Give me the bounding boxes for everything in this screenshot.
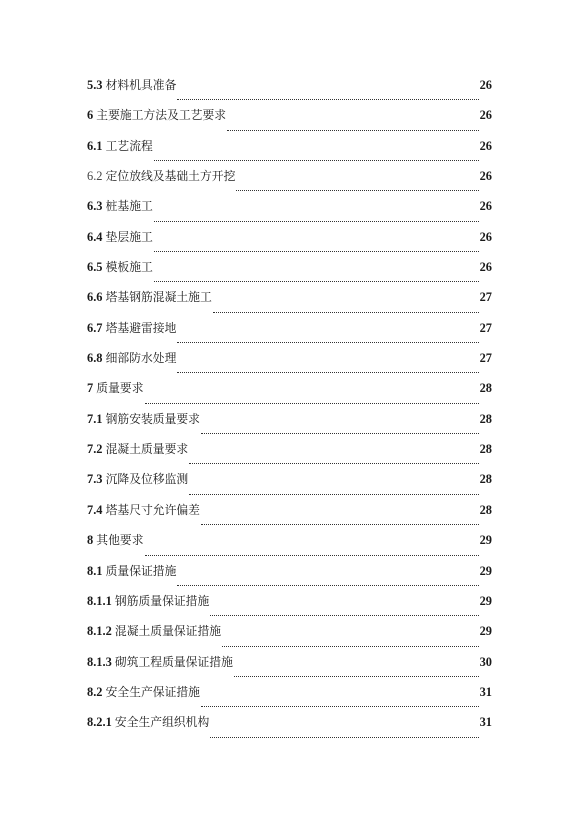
toc-entry-number: 6.5 [87, 260, 106, 275]
toc-dot-leader [177, 341, 478, 343]
toc-entry-title: 主要施工方法及工艺要求 [96, 108, 227, 123]
toc-entry-title: 质量保证措施 [105, 563, 177, 578]
toc-entry-page-number: 29 [479, 624, 492, 639]
toc-entry[interactable] [87, 561, 492, 591]
toc-entry[interactable] [87, 136, 492, 166]
toc-entry[interactable] [87, 682, 492, 712]
toc-entry-number: 6.1 [87, 138, 106, 153]
toc-entry-title: 混凝土质量保证措施 [114, 624, 222, 639]
toc-entry-number: 8 [87, 533, 97, 548]
toc-entry[interactable] [87, 166, 492, 196]
toc-dot-leader [177, 98, 478, 100]
toc-dot-leader [201, 523, 479, 525]
toc-entry-number: 6.8 [87, 351, 106, 366]
toc-entry-title: 其他要求 [96, 533, 144, 548]
toc-dot-leader [177, 584, 478, 586]
toc-entry-number: 5.3 [87, 78, 106, 92]
toc-dot-leader [145, 402, 479, 404]
toc-dot-leader [210, 614, 478, 616]
toc-entry-title: 塔基避雷接地 [105, 320, 177, 335]
toc-entry-page-number: 28 [479, 411, 492, 426]
toc-entry-number: 8.1.1 [87, 593, 115, 608]
toc-entry[interactable] [87, 105, 492, 135]
toc-entry-page-number: 27 [479, 320, 492, 335]
toc-dot-leader [154, 280, 479, 282]
toc-entry-page-number: 27 [479, 351, 492, 366]
toc-entry[interactable] [87, 378, 492, 408]
toc-entry-page-number: 30 [479, 654, 492, 669]
toc-entry-number: 8.1.2 [87, 624, 115, 639]
toc-dot-leader [154, 250, 479, 252]
toc-entry-number: 8.2 [87, 684, 106, 699]
toc-entry-title: 细部防水处理 [105, 351, 177, 366]
toc-entry-page-number: 26 [479, 169, 492, 184]
toc-entry-page-number: 28 [479, 442, 492, 457]
toc-entry-number: 6.2 [87, 169, 106, 184]
toc-entry-title: 塔基钢筋混凝土施工 [105, 290, 212, 305]
toc-dot-leader [189, 493, 478, 495]
toc-entry-title: 垫层施工 [105, 229, 153, 244]
toc-entry-title: 混凝土质量要求 [105, 442, 189, 457]
toc-entry-page-number: 26 [479, 138, 492, 153]
toc-entry-number: 8.2.1 [87, 715, 115, 730]
toc-entry-page-number: 29 [479, 593, 492, 608]
toc-entry-title: 钢筋质量保证措施 [114, 593, 210, 608]
toc-entry-number: 7.2 [87, 442, 106, 457]
toc-entry[interactable] [87, 621, 492, 651]
toc-dot-leader [154, 220, 479, 222]
toc-entry[interactable] [87, 500, 492, 530]
toc-entry[interactable] [87, 318, 492, 348]
toc-entry-page-number: 28 [479, 472, 492, 487]
toc-entry-page-number: 29 [479, 533, 492, 548]
toc-entry[interactable] [87, 530, 492, 560]
toc-entry[interactable] [87, 712, 492, 742]
toc-dot-leader [222, 645, 479, 647]
toc-entry-title: 安全生产保证措施 [105, 684, 200, 699]
toc-dot-leader [234, 675, 479, 677]
toc-entry[interactable] [87, 469, 492, 499]
toc-entry[interactable] [87, 287, 492, 317]
toc-entry-title: 塔基尺寸允许偏差 [105, 502, 200, 517]
toc-entry-page-number: 31 [479, 684, 492, 699]
toc-entry-title: 模板施工 [105, 260, 153, 275]
toc-entry[interactable] [87, 652, 492, 682]
toc-entry-number: 8.1.3 [87, 654, 115, 669]
toc-dot-leader [210, 736, 478, 738]
toc-dot-leader [189, 462, 478, 464]
toc-entry-title: 钢筋安装质量要求 [105, 411, 200, 426]
toc-entry[interactable] [87, 439, 492, 469]
toc-entry-title: 砌筑工程质量保证措施 [114, 654, 233, 669]
toc-entry-page-number: 26 [479, 260, 492, 275]
toc-entry-number: 6.4 [87, 229, 106, 244]
toc-entry[interactable] [87, 196, 492, 226]
toc-entry-page-number: 29 [479, 563, 492, 578]
toc-entry[interactable] [87, 75, 492, 105]
toc-dot-leader [154, 159, 479, 161]
toc-entry-page-number: 28 [479, 381, 492, 396]
toc-entry-title: 工艺流程 [105, 138, 153, 153]
toc-dot-leader [201, 432, 479, 434]
toc-entry-number: 7.4 [87, 502, 106, 517]
toc-dot-leader [236, 189, 478, 191]
toc-entry[interactable] [87, 348, 492, 378]
toc-entry-number: 6.3 [87, 199, 106, 214]
toc-entry-title: 安全生产组织机构 [114, 715, 210, 730]
toc-entry[interactable] [87, 257, 492, 287]
toc-entry-number: 6.6 [87, 290, 106, 305]
toc-entry[interactable] [87, 227, 492, 257]
toc-entry-number: 6.7 [87, 320, 106, 335]
toc-dot-leader [177, 371, 478, 373]
toc-entry-number: 7 [87, 381, 97, 396]
toc-entry-page-number: 26 [479, 199, 492, 214]
toc-entry-page-number: 26 [479, 78, 492, 92]
toc-entry-number: 7.1 [87, 411, 106, 426]
toc-entry-title: 质量要求 [96, 381, 144, 396]
toc-entry-page-number: 26 [479, 108, 492, 123]
toc-entry-title: 定位放线及基础土方开挖 [105, 169, 236, 184]
toc-dot-leader [145, 554, 479, 556]
toc-entry-page-number: 28 [479, 502, 492, 517]
toc-entry-page-number: 26 [479, 229, 492, 244]
toc-entry[interactable] [87, 591, 492, 621]
toc-entry-title: 材料机具准备 [105, 78, 177, 92]
table-of-contents [87, 75, 492, 743]
toc-dot-leader [213, 311, 479, 313]
toc-dot-leader [201, 705, 479, 707]
toc-entry-page-number: 27 [479, 290, 492, 305]
toc-entry-number: 8.1 [87, 563, 106, 578]
toc-dot-leader [227, 129, 479, 131]
toc-entry-number: 7.3 [87, 472, 106, 487]
toc-entry-page-number: 31 [479, 715, 492, 730]
toc-entry[interactable] [87, 409, 492, 439]
toc-entry-title: 桩基施工 [105, 199, 153, 214]
toc-entry-number: 6 [87, 108, 97, 123]
toc-entry-title: 沉降及位移监测 [105, 472, 189, 487]
